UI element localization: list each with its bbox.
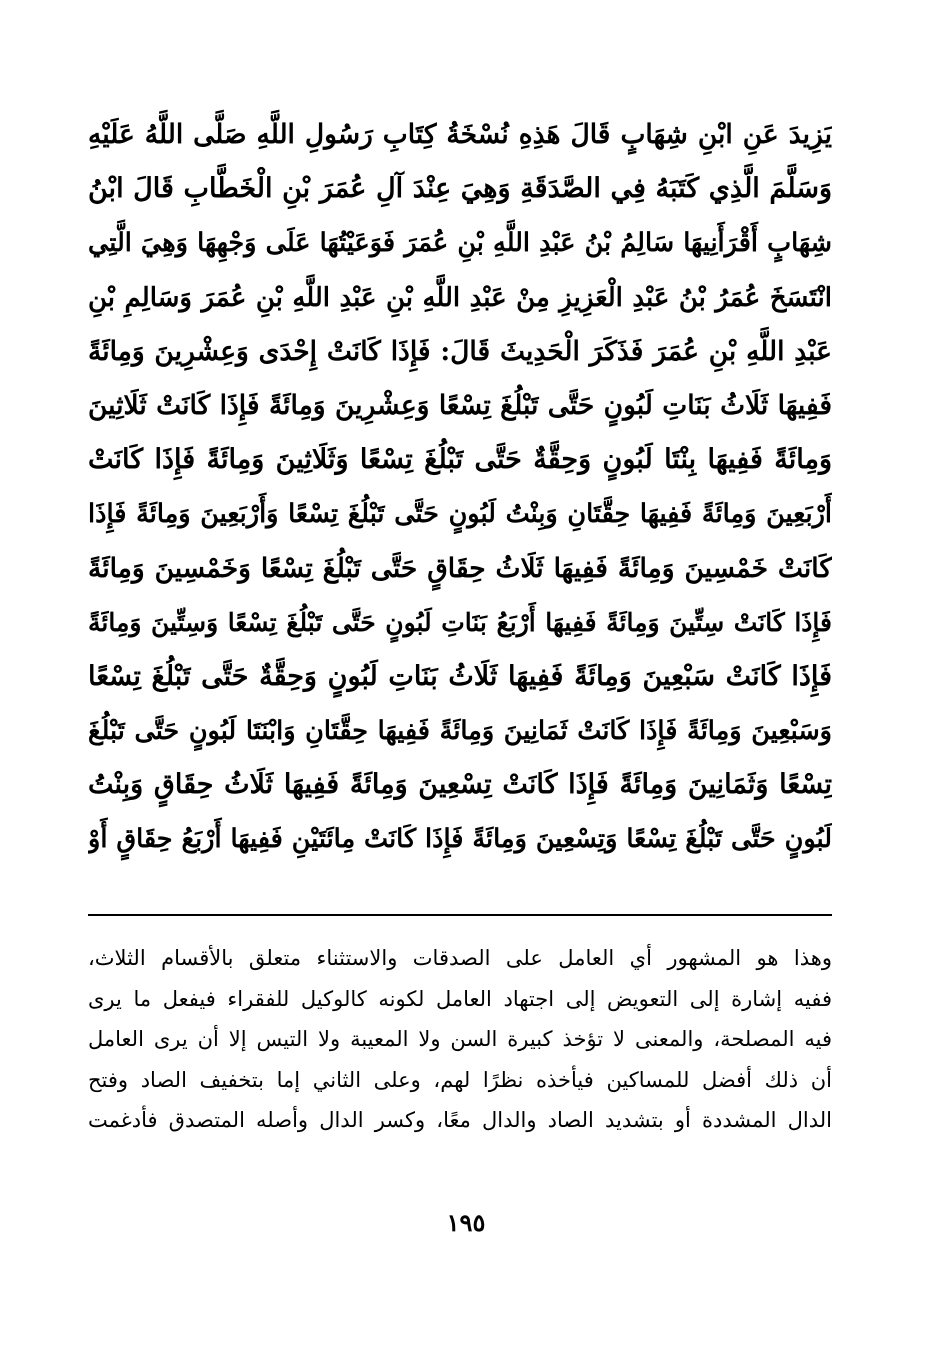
main-text-line: انْتَسَخَ عُمَرُ بْنُ عَبْدِ الْعَزِيزِ مِنْ عَبْدِ اللَّهِ بْنِ عَبْدِ اللَّهِ بْنِ عُمَرَ وَسَالِمِ بْنِ xyxy=(88,282,832,313)
main-text-line: تِسْعًا وَثَمَانِينَ وَمِائَةً فَإِذَا كَانَتْ تِسْعِينَ وَمِائَةً فَفِيهَا ثَلَاثُ حِقَاقٍ وَبِنْتُ xyxy=(88,769,832,801)
main-text-line: وَمِائَةً فَفِيهَا بِنْتَا لَبُونٍ وَحِقَّةٌ حَتَّى تَبْلُغَ تِسْعًا وَثَلَاثِينَ وَمِائَةً فَإِذَا كَانَتْ xyxy=(88,444,832,476)
footnote-line: ففيه إشارة إلى التعويض إلى اجتهاد العامل لكونه كالوكيل للفقراء فيفعل ما يرى xyxy=(88,986,832,1011)
main-text-line: فَفِيهَا ثَلَاثُ بَنَاتِ لَبُونٍ حَتَّى تَبْلُغَ تِسْعًا وَعِشْرِينَ وَمِائَةً فَإِذَا كَانَتْ ثَلَاثِينَ xyxy=(88,389,832,421)
main-text-line: شِهَابٍ أَقْرَأَنِيهَا سَالِمُ بْنُ عَبْدِ اللَّهِ بْنِ عُمَرَ فَوَعَيْتُهَا عَلَى وَجْهِهَا وَهِيَ الَّتِي xyxy=(88,228,832,259)
footnote-line: وهذا هو المشهور أي العامل على الصدقات والاستثناء متعلق بالأقسام الثلاث، xyxy=(88,946,832,970)
footnote-block xyxy=(88,938,832,1141)
main-text-line: يَزِيدَ عَنِ ابْنِ شِهَابٍ قَالَ هَذِهِ نُسْخَةُ كِتَابِ رَسُولِ اللَّهِ صَلَّى اللَّهُ عَلَيْهِ xyxy=(88,119,832,150)
footnote-line: فيه المصلحة، والمعنى لا تؤخذ كبيرة السن ولا المعيبة ولا التيس إلا أن يرى العامل xyxy=(88,1027,832,1051)
footnote-separator xyxy=(88,914,832,916)
main-text-line: وَسَبْعِينَ وَمِائَةً فَإِذَا كَانَتْ ثَمَانِينَ وَمِائَةً فَفِيهَا حِقَّتَانِ وَابْنَتَا لَبُونٍ حَتَّى تَبْلُغَ xyxy=(88,716,832,747)
main-text-block xyxy=(88,108,832,867)
main-text-line: لَبُونٍ حَتَّى تَبْلُغَ تِسْعًا وَتِسْعِينَ وَمِائَةً فَإِذَا كَانَتْ مِائَتَيْنِ فَفِيهَا أَرْبَعُ حِقَاقٍ أَوْ xyxy=(88,824,832,855)
main-text-line: وَسَلَّمَ الَّذِي كَتَبَهُ فِي الصَّدَقَةِ وَهِيَ عِنْدَ آلِ عُمَرَ بْنِ الْخَطَّابِ قَالَ ابْنُ xyxy=(88,173,832,205)
main-text-line: أَرْبَعِينَ وَمِائَةً فَفِيهَا حِقَّتَانِ وَبِنْتُ لَبُونٍ حَتَّى تَبْلُغَ تِسْعًا وَأَرْبَعِينَ وَمِائَةً فَإِذَا xyxy=(88,499,832,530)
footnote-line: أن ذلك أفضل للمساكين فيأخذه نظرًا لهم، وعلى الثاني إما بتخفيف الصاد وفتح xyxy=(88,1067,832,1092)
main-text-line: فَإِذَا كَانَتْ سِتِّينَ وَمِائَةً فَفِيهَا أَرْبَعُ بَنَاتِ لَبُونٍ حَتَّى تَبْلُغَ تِسْعًا وَسِتِّينَ وَمِائَةً xyxy=(88,607,832,637)
footnote-line: الدال المشددة أو بتشديد الصاد والدال معًا، وكسر الدال وأصله المتصدق فأدغمت xyxy=(88,1108,832,1132)
main-text-line: فَإِذَا كَانَتْ سَبْعِينَ وَمِائَةً فَفِيهَا ثَلَاثُ بَنَاتِ لَبُونٍ وَحِقَّةٌ حَتَّى تَبْلُغَ تِسْعًا xyxy=(88,660,832,692)
main-text-line: كَانَتْ خَمْسِينَ وَمِائَةً فَفِيهَا ثَلَاثُ حِقَاقٍ حَتَّى تَبْلُغَ تِسْعًا وَخَمْسِينَ وَمِائَةً xyxy=(88,552,832,584)
page-number: ١٩٥ xyxy=(446,1208,486,1237)
main-text-line: عَبْدِ اللَّهِ بْنِ عُمَرَ فَذَكَرَ الْحَدِيثَ قَالَ: فَإِذَا كَانَتْ إِحْدَى وَعِشْرِينَ وَمِائَةً xyxy=(88,335,832,367)
